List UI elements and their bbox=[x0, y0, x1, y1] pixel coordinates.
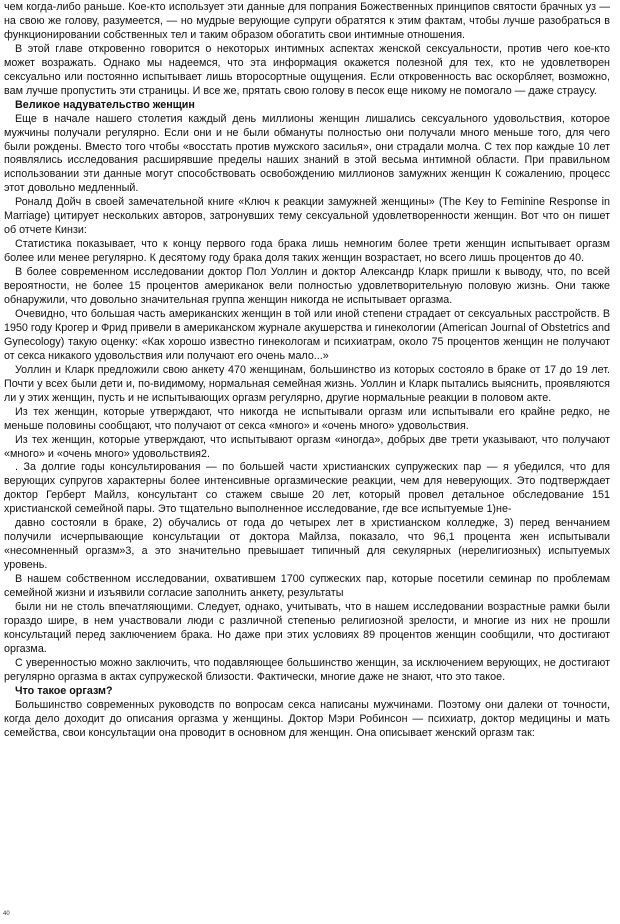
paragraph: были ни не столь впечатляющими. Следует, однако, учитывать, что в нашем исследовании возрастные рамки были гораздо шире, в нем участвовали люди с различной степенью религиозной зрелости, и многие из них не прошли консультаций перед заключением брака. Но даже при этих условиях 89 процентов женщин сообщили, что достигают оргазма. bbox=[4, 600, 610, 655]
paragraph: Еще в начале нашего столетия каждый день миллионы женщин лишались сексуального удовольствия, которое мужчины получали регулярно. Если они и не были обмануты полностью они получали много меньше того, для чего были рождены. Вместо того чтобы «восстать против мужского засилья», они страдали молча. С тех пор каждые 10 лет появлялись исследования расширявшие пределы наших знаний в этой весьма интимной области. При правильном использовании эти данные могут способствовать освобождению миллионов замужних женщин К сожалению, процесс этот довольно медленный. bbox=[4, 112, 610, 195]
paragraph: С уверенностью можно заключить, что подавляющее большинство женщин, за исключением верующих, не достигают регулярно оргазма в актах супружеской близости. Фактически, многие даже не знают, что это такое. bbox=[4, 656, 610, 683]
paragraph: Роналд Дойч в своей замечательной книге «Ключ к реакции замужней женщины» (The Key to Feminine Response in Marriage) цитирует нескольких авторов, затронувших тему сексуальной удовлетворенности женщин. Вот что он пишет об отчете Кинзи: bbox=[4, 196, 610, 237]
section-heading: Великое надувательство женщин bbox=[15, 98, 195, 111]
page-number: 40 bbox=[3, 911, 10, 917]
paragraph: Статистика показывает, что к концу первого года брака лишь немногим более трети женщин испытывает оргазм более или менее регулярно. К десятому году брака доля таких женщин возрастает, но всего лишь процентов до 40. bbox=[4, 238, 610, 265]
paragraph: Уоллин и Кларк предложили свою анкету 470 женщинам, большинство из которых состояло в браке от 17 до 19 лет. Почти у всех были дети и, по-видимому, нормальная семейная жизнь. Уоллин и Кларк пытались выяснить, проявляются ли у этих женщин, пусть и не испытывающих оргазм регулярно, другие нормальные реакции в половом акте. bbox=[4, 363, 610, 404]
paragraph: В нашем собственном исследовании, охватившем 1700 супжеских пар, которые посетили семинар по проблемам семейной жизни и изъявили согласие заполнить анкету, результаты bbox=[4, 573, 610, 600]
paragraph: Очевидно, что большая часть американских женщин в той или иной степени страдает от сексуальных расстройств. В 1950 году Крогер и Фрид привели в американском журнале акушерства и гинекологии (American Journal of Obstetrics and Gynecology) такую оценку: «Как хорошо известно гинекологам и психиатрам, около 75 процентов женщин не получают от секса никакого удовольствия или получают его очень мало...» bbox=[4, 307, 610, 362]
paragraph: В более современном исследовании доктор Пол Уоллин и доктор Александр Кларк пришли к выводу, что, по всей вероятности, не более 15 процентов американок вели полностью удовлетворительную половую жизнь. Они также обнаружили, что довольно значительная группа женщин никогда не испытывает оргазма. bbox=[4, 266, 610, 307]
section-heading: Что такое оргазм? bbox=[15, 684, 113, 697]
paragraph: В этой главе откровенно говорится о некоторых интимных аспектах женской сексуальности, против чего кое-кто может возражать. Однако мы надеемся, что эта информация окажется полезной для тех, кто не удовлетворен сексуально или постоянно испытывает лишь второсортные ощущения. Если откровенность вас оскорбляет, возможно, вам лучше пропустить эти страницы. И все же, прятать свою голову в песок еще никому не помогало — даже страусу. bbox=[4, 42, 610, 97]
paragraph: давно состояли в браке, 2) обучались от года до четырех лет в христианском колледже, 3) перед венчанием получили исчерпывающие консультации от доктора Майлза, показало, что 96,1 процента жен испытывали «несомненный оргазм»3, а это значительно превышает типичный для секулярных (нерелигиозных) испытуемых уровень. bbox=[4, 517, 610, 572]
paragraph: Большинство современных руководств по вопросам секса написаны мужчинами. Поэтому они далеки от точности, когда дело доходит до описания оргазма у женщины. Доктор Мэри Робинсон — психиатр, доктор медицины и мать семейства, свои консультации она проводит в основном для женщин. Она описывает женский оргазм так: bbox=[4, 698, 610, 739]
paragraph: Из тех женщин, которые утверждают, что никогда не испытывали оргазм или испытывали его крайне редко, не меньше половины сообщают, что получают от секса «много» и «очень много» удовольствия. bbox=[4, 405, 610, 432]
paragraph: чем когда-либо раньше. Кое-кто использует эти данные для попрания Божественных принципов святости брачных уз — на свою же голову, разумеется, — но мудрые верующие супруги обратятся к этим фактам, чтобы лучше разобраться в функционировании собственных тел и таким образом обогатить свои интимные отношения. bbox=[4, 1, 610, 41]
paragraph: . За долгие годы консультирования — по большей части христианских супружеских пар — я убедился, что для верующих супругов характерны более интенсивные оргазмические реакции, чем для неверующих. Это подтверждает доктор Герберт Майлз, консультант со стажем свыше 20 лет, который провел детальное обследование 151 христианской семейной пары. Это тщательно выполненное исследование, где все испытуемые 1)не- bbox=[4, 461, 610, 516]
document-body bbox=[4, 1, 610, 741]
paragraph: Из тех женщин, которые утверждают, что испытывают оргазм «иногда», добрых две трети указывают, что получают «много» и «очень много» удовольствия2. bbox=[4, 433, 610, 460]
